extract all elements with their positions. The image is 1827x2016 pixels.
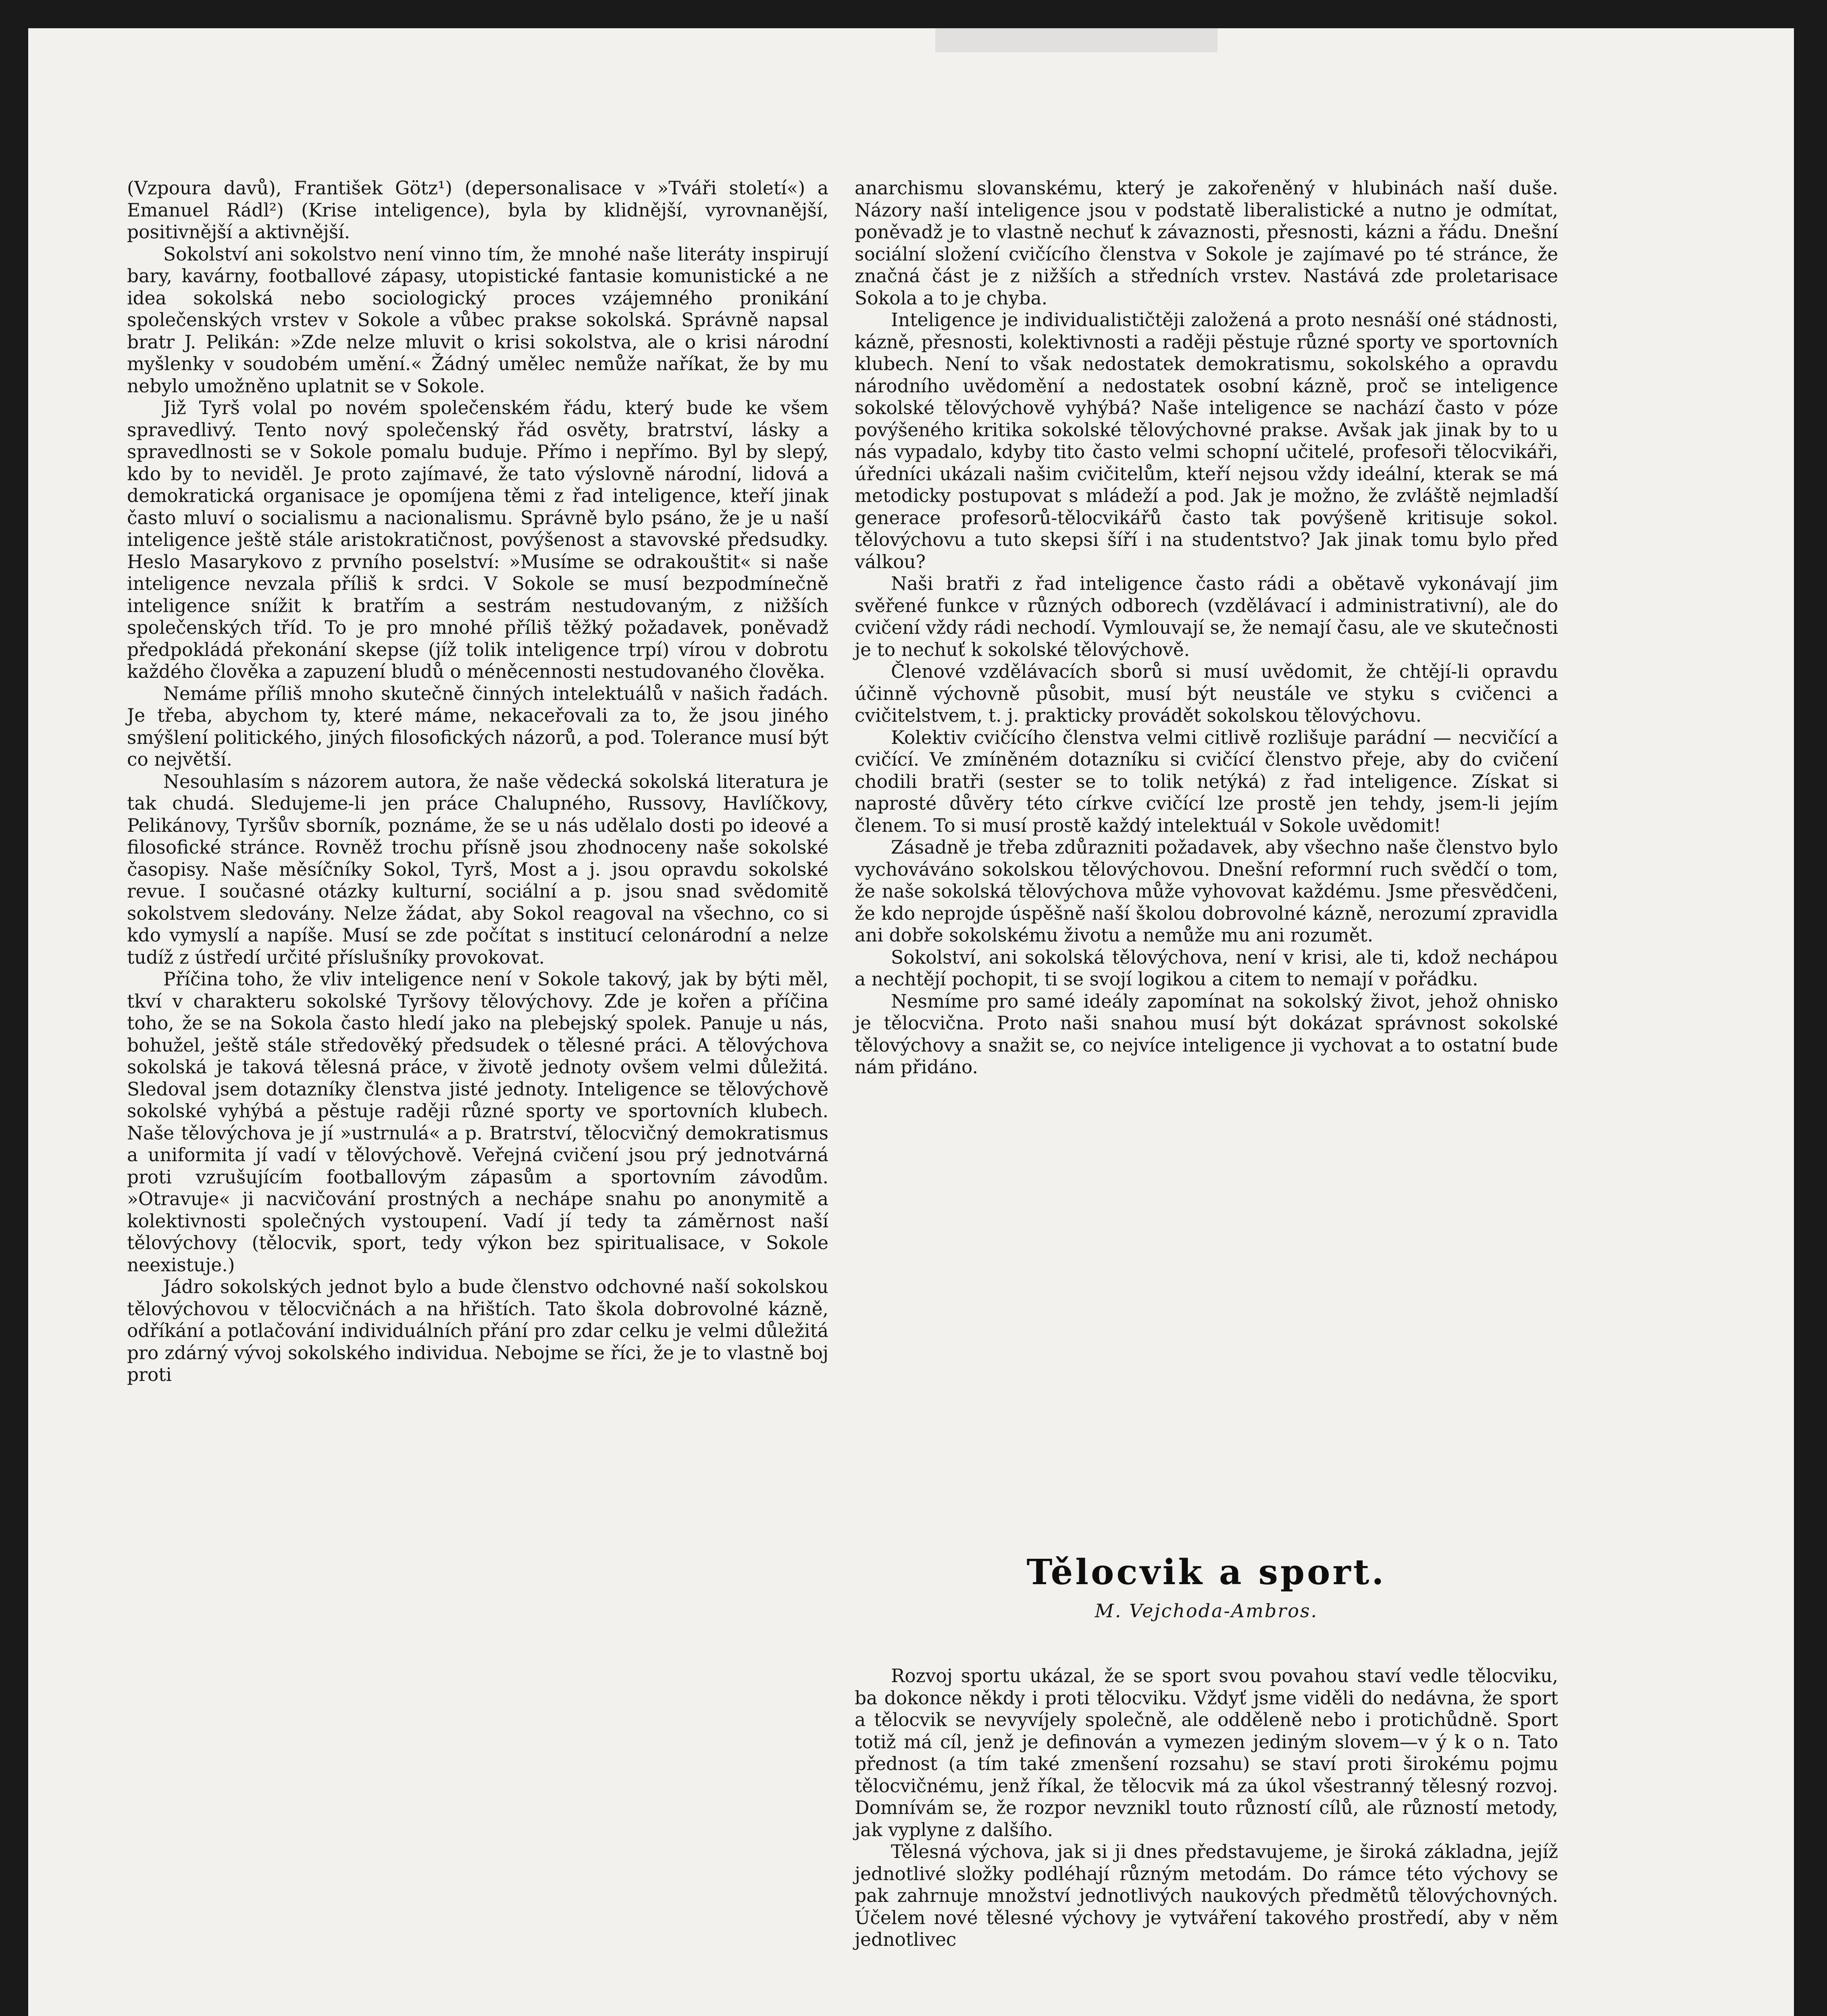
paragraph: Členové vzdělávacích sborů si musí uvědomit, že chtějí-li opravdu účinně výchovně působit, musí být neustále ve styku s cvičenci a cvičitelstvem, t. j. prakticky provádět sokolskou tělovýchovu. [855, 661, 1558, 726]
article-body [855, 1665, 1558, 1951]
article-header [855, 1552, 1558, 1622]
paragraph: Inteligence je individualističtěji založená a proto nesnáší oné stádnosti, kázně, přesnosti, kolektivnosti a raději pěstuje různé sporty ve sportovních klubech. Není to však nedostatek demokratismu, sokolského a opravdu národního uvědomění a nedostatek osobní kázně, proč se inteligence sokolské tělovýchově vyhýbá? Naše inteligence se nachází často v póze povýšeného kritika sokolské tělovýchovné prakse. Avšak jak jinak by to u nás vypadalo, kdyby tito často velmi schopní učitelé, profesoři tělocvikáři, úředníci ukázali našim cvičitelům, kteří nejsou vždy ideální, kterak se má metodicky postupovat s mládeží a pod. Jak je možno, že zvláště nejmladší generace profesorů-tělocvikářů často tak povýšeně kritisuje sokol. tělovýchovu a tuto skepsi šíří i na studentstvo? Jak jinak tomu bylo před válkou? [855, 309, 1558, 573]
magazine-page [28, 28, 1794, 2016]
paragraph: Sokolství, ani sokolská tělovýchova, není v krisi, ale ti, kdož nechápou a nechtějí pochopit, ti se svojí logikou a citem to nemají v pořádku. [855, 946, 1558, 990]
paragraph: Naši bratři z řad inteligence často rádi a obětavě vykonávají jim svěřené funkce v různých odborech (vzdělávací i administrativní), ale do cvičení vždy rádi nechodí. Vymlouvají se, že nemají času, ale ve skutečnosti je to nechuť k sokolské tělovýchově. [855, 573, 1558, 660]
page-fold-shadow [935, 28, 1217, 52]
paragraph: Nemáme příliš mnoho skutečně činných intelektuálů v našich řadách. Je třeba, abychom ty, které máme, nekaceřovali za to, že jsou jiného smýšlení politického, jiných filosofických názorů, a pod. Tolerance musí být co největší. [127, 683, 828, 770]
paragraph: Nesmíme pro samé ideály zapomínat na sokolský život, jehož ohnisko je tělocvična. Proto naši snahou musí být dokázat správnost sokolské tělovýchovy a snažit se, co nejvíce inteligence ji vychovat a to ostatní bude nám přidáno. [855, 990, 1558, 1078]
left-column [127, 177, 828, 1386]
paragraph: anarchismu slovanskému, který je zakořeněný v hlubinách naší duše. Názory naší inteligence jsou v podstatě liberalistické a nutno je odmítat, poněvadž je to vlastně nechuť k závaznosti, přesnosti, kázni a řádu. Dnešní sociální složení cvičícího členstva v Sokole je zajímavé po té stránce, že značná část je z nižších a středních vrstev. Nastává zde proletarisace Sokola a to je chyba. [855, 177, 1558, 309]
paragraph: Jádro sokolských jednot bylo a bude členstvo odchovné naší sokolskou tělovýchovou v tělocvičnách a na hřištích. Tato škola dobrovolné kázně, odříkání a potlačování individuálních přání pro zdar celku je velmi důležitá pro zdárný vývoj sokolského individua. Nebojme se říci, že je to vlastně boj proti [127, 1276, 828, 1385]
paragraph: Sokolství ani sokolstvo není vinno tím, že mnohé naše literáty inspirují bary, kavárny, footballové zápasy, utopistické fantasie komunistické a ne idea sokolská nebo sociologický proces vzájemného pronikání společenských vrstev v Sokole a vůbec prakse sokolská. Správně napsal bratr J. Pelikán: »Zde nelze mluvit o krisi sokolstva, ale o krisi národní myšlenky v soudobém umění.« Žádný umělec nemůže naříkat, že by mu nebylo umožněno uplatnit se v Sokole. [127, 243, 828, 397]
paragraph: (Vzpoura davů), František Götz¹) (depersonalisace v »Tváři století«) a Emanuel Rádl²) (Krise inteligence), byla by klidnější, vyrovnanější, positivnější a aktivnější. [127, 177, 828, 243]
paragraph: Rozvoj sportu ukázal, že se sport svou povahou staví vedle tělocviku, ba dokonce někdy i proti tělocviku. Vždyť jsme viděli do nedávna, že sport a tělocvik se nevyvíjely společně, ale odděleně nebo i protichůdně. Sport totiž má cíl, jenž je definován a vymezen jediným slovem—v ý k o n. Tato přednost (a tím také zmenšení rozsahu) se staví proti širokému pojmu tělocvičnému, jenž říkal, že tělocvik má za úkol všestranný tělesný rozvoj. Domnívám se, že rozpor nevznikl touto růzností cílů, ale růzností metody, jak vyplyne z dalšího. [855, 1665, 1558, 1841]
paragraph: Již Tyrš volal po novém společenském řádu, který bude ke všem spravedlivý. Tento nový společenský řád osvěty, bratrství, lásky a spravedlnosti se v Sokole pomalu buduje. Přímo i nepřímo. Byl by slepý, kdo by to neviděl. Je proto zajímavé, že tato výslovně národní, lidová a demokratická organisace je opomíjena těmi z řad inteligence, kteří jinak často mluví o socialismu a nacionalismu. Správně bylo psáno, že je u naší inteligence ještě stále aristokratičnost, povýšenost a stavovské předsudky. Heslo Masarykovo z prvního poselství: »Musíme se odrakouštit« si naše inteligence nevzala příliš k srdci. V Sokole se musí bezpodmínečně inteligence snížit k bratřím a sestrám nestudovaným, z nižších společenských tříd. To je pro mnohé příliš těžký požadavek, poněvadž předpokládá překonání skepse (jíž tolik inteligence trpí) vírou v dobrotu každého člověka a zapuzení bludů o méněcennosti nestudovaného člověka. [127, 397, 828, 682]
paragraph: Kolektiv cvičícího členstva velmi citlivě rozlišuje parádní — necvičící a cvičící. Ve zmíněném dotazníku si cvičící členstvo přeje, aby do cvičení chodili bratři (sester se to tolik netýká) z řad inteligence. Získat si naprosté důvěry této církve cvičící lze prostě jen tehdy, jsem-li jejím členem. To si musí prostě každý intelektuál v Sokole uvědomit! [855, 727, 1558, 836]
article-author: M. Vejchoda-Ambros. [1095, 1600, 1318, 1622]
paragraph: Zásadně je třeba zdůrazniti požadavek, aby všechno naše členstvo bylo vychováváno sokolskou tělovýchovou. Dnešní reformní ruch svědčí o tom, že naše sokolská tělovýchova může vyhovovat každému. Jsme přesvědčeni, že kdo neprojde úspěšně naší školou dobrovolné kázně, nerozumí zpravidla ani dobře sokolskému životu a nemůže mu ani rozumět. [855, 837, 1558, 946]
paragraph: Nesouhlasím s názorem autora, že naše vědecká sokolská literatura je tak chudá. Sledujeme-li jen práce Chalupného, Russovy, Havlíčkovy, Pelikánovy, Tyršův sborník, poznáme, že se u nás udělalo dosti po ideové a filosofické stránce. Rovněž trochu přísně jsou zhodnoceny naše sokolské časopisy. Naše měsíčníky Sokol, Tyrš, Most a j. jsou opravdu sokolské revue. I současné otázky kulturní, sociální a p. jsou snad svědomitě sokolstvem sledovány. Nelze žádat, aby Sokol reagoval na všechno, co si kdo vymyslí a napíše. Musí se zde počítat s institucí celonárodní a nelze tudíž z ústředí určité příslušníky provokovat. [127, 771, 828, 968]
article-title: Tělocvik a sport. [1026, 1552, 1386, 1593]
paragraph: Tělesná výchova, jak si ji dnes představujeme, je široká základna, jejíž jednotlivé složky podléhají různým metodám. Do rámce této výchovy se pak zahrnuje množství jednotlivých naukových předmětů tělovýchovných. Účelem nové tělesné výchovy je vytváření takového prostředí, aby v něm jednotlivec [855, 1841, 1558, 1950]
paragraph: Příčina toho, že vliv inteligence není v Sokole takový, jak by býti měl, tkví v charakteru sokolské Tyršovy tělovýchovy. Zde je kořen a příčina toho, že se na Sokola často hledí jako na plebejský spolek. Panuje u nás, bohužel, ještě stále středověký předsudek o tělesné práci. A tělovýchova sokolská je taková tělesná práce, v životě jednoty ovšem velmi důležitá. Sledoval jsem dotazníky členstva jisté jednoty. Inteligence se tělovýchově sokolské vyhýbá a pěstuje raději různé sporty ve sportovních klubech. Naše tělovýchova je jí »ustrnulá« a p. Bratrství, tělocvičný demokratismus a uniformita jí vadí v tělovýchově. Veřejná cvičení jsou prý jednotvárná proti vzrušujícím footballovým zápasům a sportovním závodům. »Otravuje« ji nacvičování prostných a nechápe snahu po anonymitě a kolektivnosti společných vystoupení. Vadí jí tedy ta záměrnost naší tělovýchovy (tělocvik, sport, tedy výkon bez spiritualisace, v Sokole neexistuje.) [127, 968, 828, 1276]
right-column [855, 177, 1558, 1079]
